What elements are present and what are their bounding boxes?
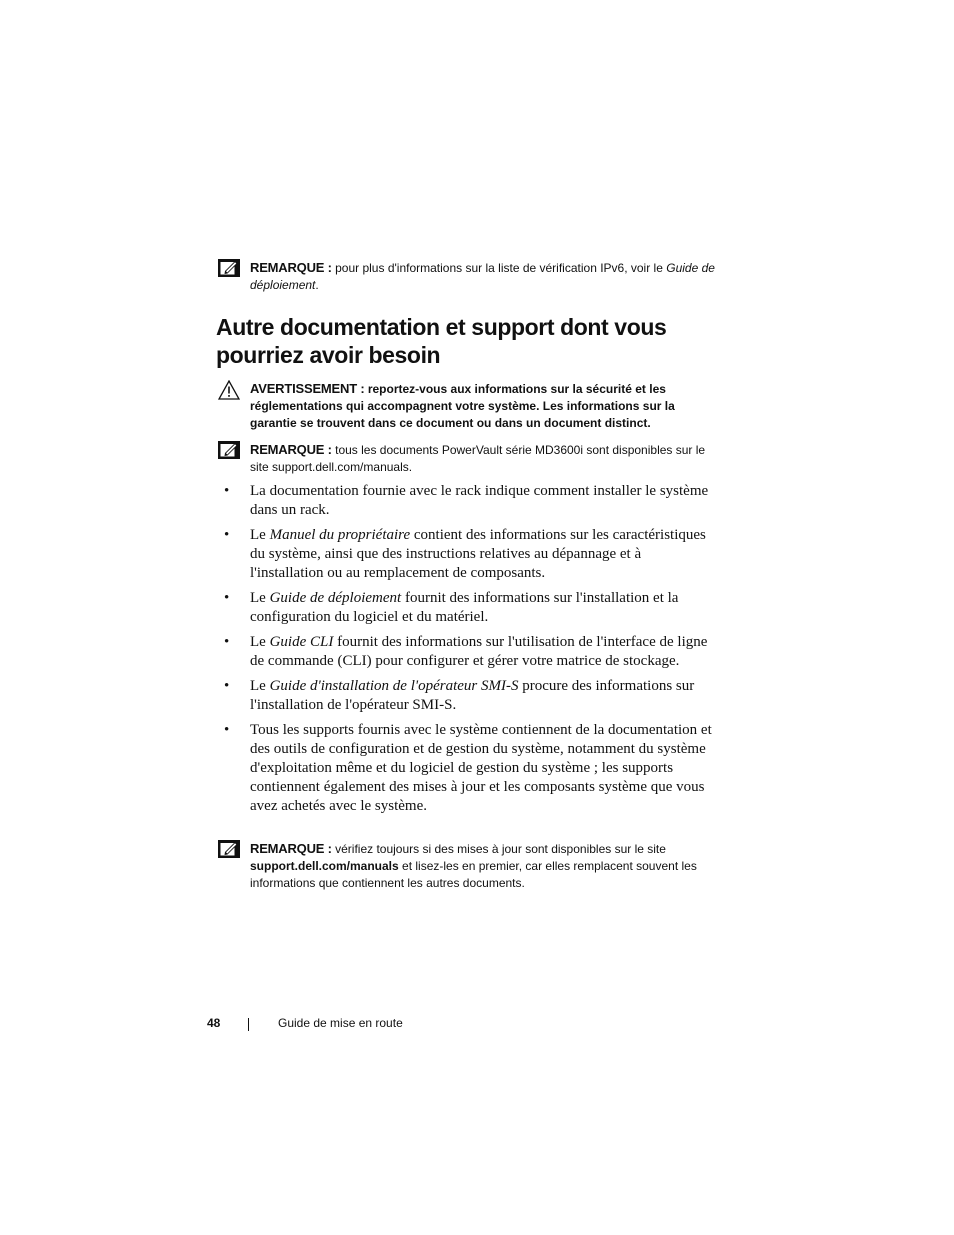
warning-text: reportez-vous aux informations sur la sécurité et les réglementations qui accompagnent votre système. Les informations sur la garantie se trouvent dans ce document ou dans un document distinct.: [250, 382, 675, 430]
footer-divider: [248, 1018, 249, 1031]
note-text-end: .: [315, 278, 319, 292]
item-text: Le: [250, 590, 270, 606]
note-label: REMARQUE :: [250, 442, 332, 457]
note-documents: [216, 441, 716, 476]
bullet: •: [224, 722, 230, 738]
bullet: •: [224, 590, 230, 606]
warning-triangle-icon: [218, 380, 240, 400]
bullet: •: [224, 678, 230, 694]
list-item: [216, 526, 716, 583]
note-text-end: .: [408, 460, 413, 474]
manuals-link[interactable]: support.dell.com/manuals: [272, 460, 409, 474]
note-label: REMARQUE :: [250, 841, 332, 856]
item-text: Le: [250, 634, 270, 650]
note-pencil-icon: [218, 259, 240, 277]
note-label: REMARQUE :: [250, 260, 332, 275]
item-text: Tous les supports fournis avec le système contiennent de la documentation et des outils de configuration et de gestion du système, notamment du système d'exploitation même et du logiciel de gestion du système ; les supports contiennent également des mises à jour et les composants système que vous avez achetés avec le système.: [250, 722, 712, 814]
document-title: Guide de mise en route: [278, 1016, 403, 1030]
note-text: vérifiez toujours si des mises à jour sont disponibles sur le site: [331, 842, 666, 856]
item-title: Guide CLI: [269, 634, 334, 650]
item-text: fournit des informations sur l'utilisation de l'interface de ligne de commande (CLI) pour configurer et gérer votre matrice de stockage.: [250, 634, 708, 669]
warning-label: AVERTISSEMENT :: [250, 381, 365, 396]
item-text: La documentation fournie avec le rack indique comment installer le système dans un rack.: [250, 483, 709, 518]
bullet: •: [224, 634, 230, 650]
item-title: Guide de déploiement: [269, 590, 402, 606]
note-updates: [216, 840, 716, 892]
note-ipv6: [216, 259, 716, 294]
bullet: •: [224, 483, 230, 499]
list-item: [216, 482, 716, 520]
item-text: Le: [250, 678, 270, 694]
section-heading: Autre documentation et support dont vous pourriez avoir besoin: [216, 314, 667, 368]
note-text: pour plus d'informations sur la liste de vérification IPv6, voir le: [331, 261, 667, 275]
item-text: procure des informations sur l'installation de l'opérateur SMI-S.: [250, 678, 695, 713]
note-text-end: et lisez-les en premier, car elles remplacent souvent les informations que contiennent les autres documents.: [250, 859, 697, 890]
note-pencil-icon: [218, 441, 240, 459]
item-title: Guide d'installation de l'opérateur SMI-S: [269, 678, 519, 694]
item-text: Le: [250, 527, 270, 543]
list-item: [216, 677, 716, 715]
note-pencil-icon: [218, 840, 240, 858]
page-number: 48: [207, 1016, 221, 1030]
note-text: tous les documents PowerVault série MD3600i sont disponibles sur le site: [250, 443, 706, 474]
documentation-list: [216, 482, 716, 822]
manuals-link[interactable]: support.dell.com/manuals: [250, 859, 399, 873]
item-text: fournit des informations sur l'installation et la configuration du logiciel et du matériel.: [250, 590, 679, 625]
item-text: contient des informations sur les caractéristiques du système, ainsi que des instructions relatives au dépannage et à l'installation ou au remplacement de composants.: [250, 527, 706, 581]
item-title: Manuel du propriétaire: [269, 527, 411, 543]
bullet: •: [224, 527, 230, 543]
warning-safety: [216, 380, 716, 432]
list-item: [216, 633, 716, 671]
note-emphasis: Guide de déploiement: [250, 261, 715, 292]
list-item: [216, 721, 716, 816]
list-item: [216, 589, 716, 627]
